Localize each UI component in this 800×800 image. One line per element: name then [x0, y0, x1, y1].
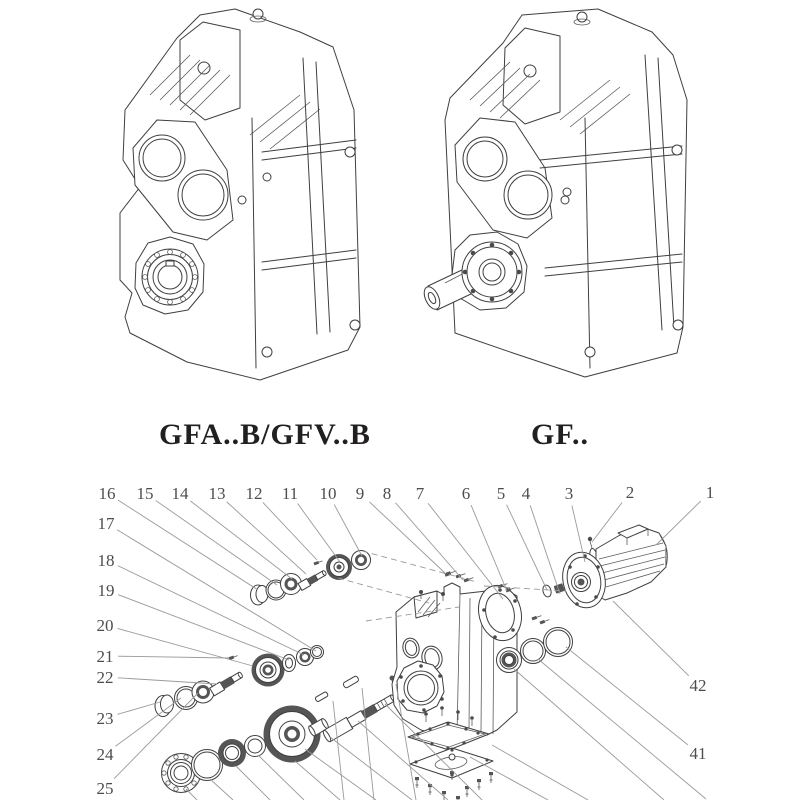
leader-line-42 — [613, 601, 689, 676]
intermediate-shaft — [322, 692, 398, 743]
callout-24: 24 — [96, 745, 114, 764]
leader-line — [492, 745, 588, 800]
leader-line — [514, 669, 664, 800]
leader-line — [295, 761, 340, 800]
caption-gf: GF.. — [531, 418, 589, 451]
leader-line-5 — [507, 505, 547, 590]
output-bearing — [142, 249, 198, 305]
callout-5: 5 — [496, 484, 506, 503]
callout-4: 4 — [521, 484, 531, 503]
side-rail — [252, 58, 356, 368]
callout-41: 41 — [689, 744, 707, 763]
callout-6: 6 — [461, 484, 471, 503]
exploded-view — [155, 525, 667, 800]
callout-7: 7 — [415, 484, 425, 503]
leader-line-6 — [471, 505, 507, 591]
callout-11: 11 — [281, 484, 299, 503]
leader-line-12 — [263, 502, 317, 560]
leader-line — [186, 789, 197, 800]
input-pinion-assembly — [251, 551, 371, 606]
callout-13: 13 — [208, 484, 226, 503]
leader-line-16 — [118, 500, 258, 590]
callout-19: 19 — [97, 581, 115, 600]
leader-line-8 — [396, 503, 463, 580]
callout-23: 23 — [96, 709, 114, 728]
leader-line-7 — [428, 503, 503, 599]
output-shaft — [421, 232, 527, 312]
motor-body — [596, 527, 666, 600]
leader-line — [210, 779, 233, 800]
callout-16: 16 — [98, 484, 116, 503]
leader-line-23 — [117, 702, 160, 714]
leader-line — [538, 659, 706, 799]
output-shaft-bearing — [497, 648, 522, 673]
retaining-ring — [544, 628, 573, 657]
callout-20: 20 — [96, 616, 114, 635]
side-rail — [540, 55, 682, 368]
motor — [558, 525, 668, 612]
leader-line-19 — [118, 595, 289, 660]
leader-line — [333, 701, 344, 800]
leader-line — [470, 757, 548, 800]
callout-15: 15 — [136, 484, 154, 503]
dashed-axis-line — [362, 551, 477, 582]
callout-25: 25 — [96, 779, 114, 798]
callout-21: 21 — [96, 647, 114, 666]
callout-10: 10 — [319, 484, 337, 503]
snap-ring — [521, 639, 546, 664]
drawing-gf — [421, 9, 687, 377]
callout-22: 22 — [96, 668, 114, 687]
callout-3: 3 — [564, 484, 574, 503]
leader-line-9 — [369, 502, 446, 574]
caption-gfab-gfvb: GFA..B/GFV..B — [159, 418, 371, 451]
leader-line — [236, 766, 270, 800]
leader-line-10 — [334, 504, 362, 556]
callout-8: 8 — [382, 484, 392, 503]
leader-line-14 — [190, 501, 292, 579]
leader-line-20 — [118, 628, 253, 666]
leader-line-4 — [530, 505, 560, 594]
callout-1: 1 — [705, 483, 715, 502]
leader-line — [305, 749, 376, 800]
leader-line-18 — [118, 566, 304, 655]
leader-line-1 — [656, 501, 701, 545]
callout-9: 9 — [355, 484, 365, 503]
callout-12: 12 — [245, 484, 263, 503]
callout-42: 42 — [689, 676, 707, 695]
drawing-gfab-gfvb — [120, 9, 360, 380]
intermediate-pinion-assembly — [155, 646, 324, 717]
set-screw — [314, 560, 323, 566]
callout-14: 14 — [171, 484, 189, 503]
dashed-axis-line — [338, 578, 429, 603]
callout-18: 18 — [97, 551, 115, 570]
leader-line-11 — [298, 504, 340, 562]
leader-line-15 — [156, 500, 277, 585]
callout-17: 17 — [97, 514, 115, 533]
leader-line-21 — [118, 656, 229, 658]
callout-2: 2 — [625, 483, 635, 502]
